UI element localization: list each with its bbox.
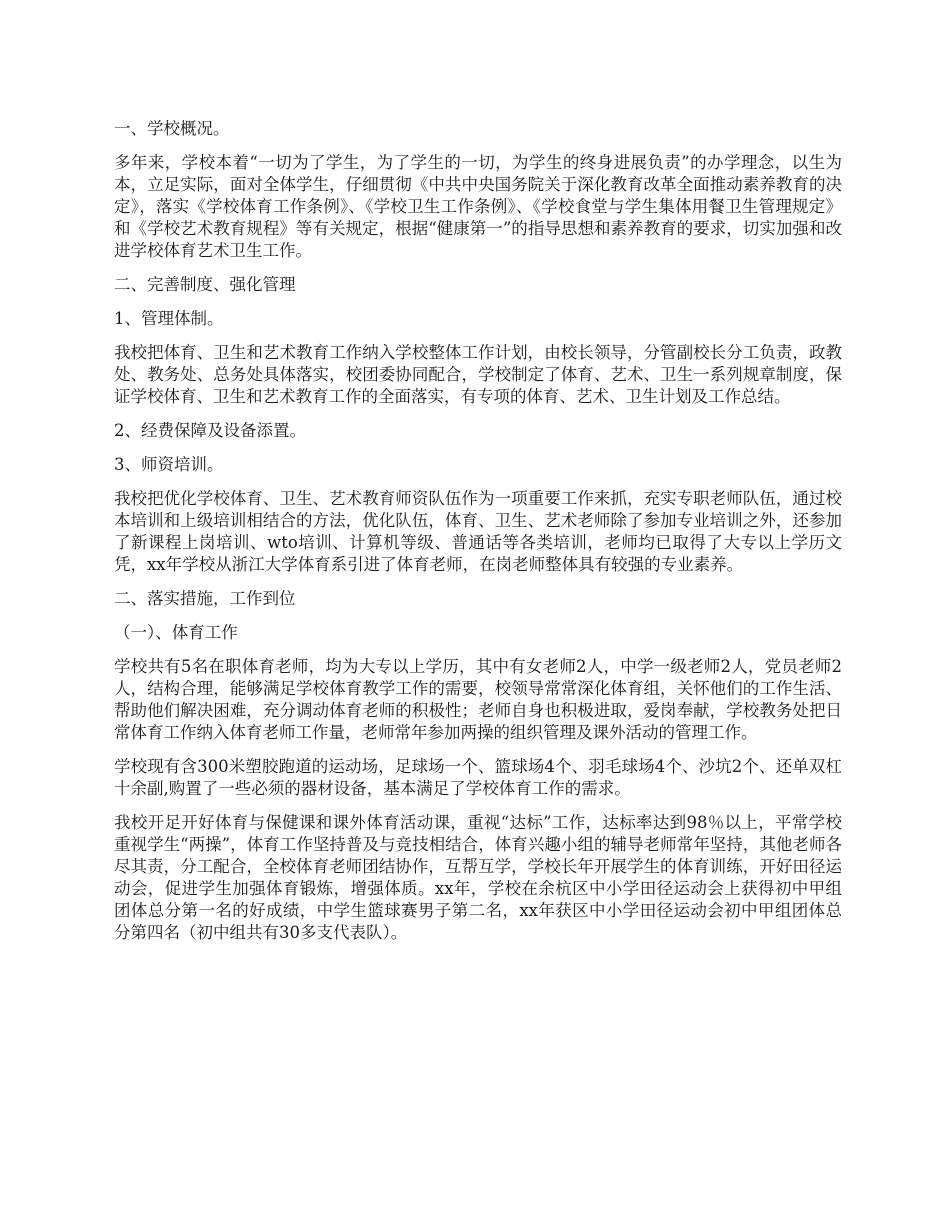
section-heading-system-management: 二、完善制度、强化管理: [114, 275, 296, 294]
paragraph-sports-activities: 我校开足开好体育与保健课和课外体育活动课，重视“达标”工作，达标率达到98％以上，平常学校重视学生“两操”，体育工作坚持普及与竞技相结合，体育兴趣小组的辅导老师常年坚持，其他老师各尽其责，分工配合，全校体育老师团结协作，互帮互学，学校长年开展学生的体育训练，开好田径运动会，促进学生加强体育锻炼，增强体质。xx年，学校在余杭区中小学田径运动会上获得初中甲组团体总分第一名的好成绩，中学生篮球赛男子第二名，xx年获区中小学田径运动会初中甲组团体总分第四名（初中组共有30多支代表队）。: [114, 813, 842, 942]
paragraph-management-system: 我校把体育、卫生和艺术教育工作纳入学校整体工作计划，由校长领导，分管副校长分工负责，政教处、教务处、总务处具体落实，校团委协同配合，学校制定了体育、艺术、卫生一系列规章制度，保证学校体育、卫生和艺术教育工作的全面落实，有专项的体育、艺术、卫生计划及工作总结。: [114, 343, 842, 406]
paragraph-pe-teachers: 学校共有5名在职体育老师，均为大专以上学历，其中有女老师2人，中学一级老师2人，党员老师2人，结构合理，能够满足学校体育教学工作的需要，校领导常常深化体育组，关怀他们的工作生活、帮助他们解决困难，充分调动体育老师的积极性；老师自身也积极进取，爱岗奉献，学校教务处把日常体育工作纳入体育老师工作量，老师常年参加两操的组织管理及课外活动的管理工作。: [114, 657, 842, 742]
paragraph-sports-facilities: 学校现有含300米塑胶跑道的运动场，足球场一个、篮球场4个、羽毛球场4个、沙坑2个、还单双杠十余副,购置了一些必须的器材设备，基本满足了学校体育工作的需求。: [114, 757, 842, 798]
subheading-management-system: 1、管理体制。: [114, 309, 224, 328]
section-heading-measures: 二、落实措施，工作到位: [114, 589, 296, 608]
subheading-sports-work: （一）、体育工作: [114, 623, 238, 642]
subheading-funding-equipment: 2、经费保障及设备添置。: [114, 421, 306, 440]
section-heading-school-overview: 一、学校概况。: [114, 119, 230, 138]
document-body: [114, 118, 842, 956]
subheading-teacher-training: 3、师资培训。: [114, 455, 224, 474]
paragraph-teacher-training: 我校把优化学校体育、卫生、艺术教育师资队伍作为一项重要工作来抓，充实专职老师队伍，通过校本培训和上级培训相结合的方法，优化队伍，体育、卫生、艺术老师除了参加专业培训之外，还参加了新课程上岗培训、wto培训、计算机等级、普通话等各类培训，老师均已取得了大专以上学历文凭，xx年学校从浙江大学体育系引进了体育老师，在岗老师整体具有较强的专业素养。: [114, 489, 842, 574]
paragraph-school-philosophy: 多年来，学校本着“一切为了学生，为了学生的一切，为学生的终身进展负责”的办学理念，以生为本，立足实际，面对全体学生，仔细贯彻《中共中央国务院关于深化教育改革全面推动素养教育的决定》，落实《学校体育工作条例》、《学校卫生工作条例》、《学校食堂与学生集体用餐卫生管理规定》和《学校艺术教育规程》等有关规定，根据“健康第一”的指导思想和素养教育的要求，切实加强和改进学校体育艺术卫生工作。: [114, 153, 842, 260]
